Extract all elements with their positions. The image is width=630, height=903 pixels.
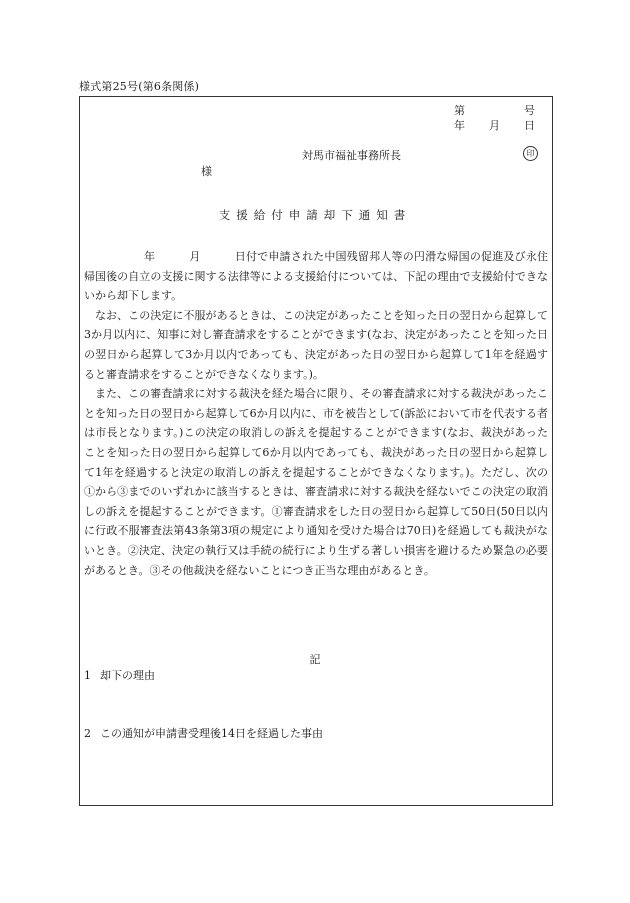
date-month: 月 xyxy=(489,119,500,132)
item-1-label: 却下の理由 xyxy=(100,669,155,682)
number-suffix: 号 xyxy=(524,104,535,117)
recipient-suffix: 様 xyxy=(201,165,212,178)
notice-body xyxy=(84,247,548,580)
date-year: 年 xyxy=(454,119,465,132)
date-day: 日 xyxy=(524,119,535,132)
item-2-label: この通知が申請書受理後14日を経過した事由 xyxy=(100,727,323,740)
date-line xyxy=(0,117,630,133)
issuer-name: 対馬市福祉事務所長 xyxy=(302,149,401,162)
p1-month: 月 xyxy=(189,250,201,263)
paragraph-1 xyxy=(84,247,548,306)
p1-text: 日付で申請された中国残留邦人等の円滑な帰国の促進及び永住帰国後の自立の支援に関する法律等による支援給付については、下記の理由で支援給付できないから却下します。 xyxy=(84,250,549,303)
paragraph-3: また、この審査請求に対する裁決を経た場合に限り、その審査請求に対する裁決があったことを知った日の翌日から起算して6か月以内に、市を被告として(訴訟において市を代表する者は市長となります。)この決定の取消しの訴えを提起することができます(なお、裁決があったことを知った日の翌日から起算して6か月以内であっても、裁決があった日の翌日から起算して1年を経過すると決定の取消しの訴えを提起することができなくなります。)。ただし、次の①から③までのいずれかに該当するときは、審査請求に対する裁決を経ないでこの決定の取消しの訴えを提起することができます。①審査請求をした日の翌日から起算して50日(50日以内に行政不服審査法第43条第3項の規定により通知を受けた場合は70日)を経過しても裁決がないとき。②決定、決定の執行又は手続の続行により生ずる著しい損害を避けるため緊急の必要があるとき。③その他裁決を経ないことにつき正当な理由があるとき。 xyxy=(84,387,548,577)
seal-mark: 印 xyxy=(523,146,538,161)
document-title: 支援給付申請却下通知書 xyxy=(218,208,412,222)
p1-year: 年 xyxy=(144,250,156,263)
item-1 xyxy=(84,667,155,683)
paragraph-2: なお、この決定に不服があるときは、この決定があったことを知った日の翌日から起算して3か月以内に、知事に対し審査請求をすることができます(なお、決定があったことを知った日の翌日から起算して3か月以内であっても、決定があった日の翌日から起算して1年を経過すると審査請求をすることができなくなります。)。 xyxy=(84,308,548,381)
ki-heading: 記 xyxy=(309,653,321,666)
document-number-line xyxy=(0,102,630,118)
number-prefix: 第 xyxy=(454,104,465,117)
form-number-label: 様式第25号(第6条関係) xyxy=(79,80,200,93)
item-2 xyxy=(84,725,323,741)
item-1-number: 1 xyxy=(84,669,91,682)
item-2-number: 2 xyxy=(84,727,91,740)
